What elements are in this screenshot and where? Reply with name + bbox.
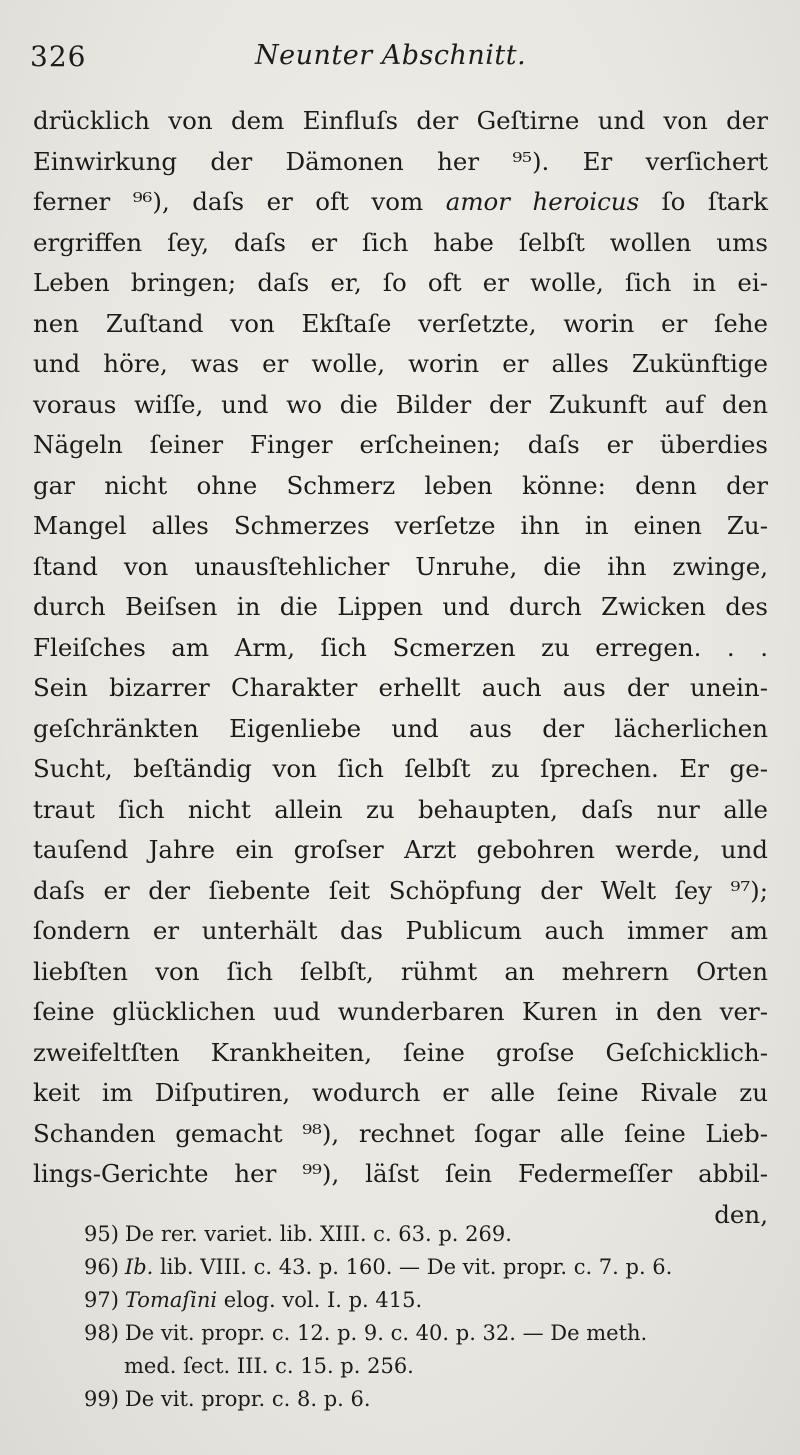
footnote-text: De rer. variet. lib. XIII. c. 63. p. 269. <box>124 1222 512 1246</box>
footnote-number: 99) <box>84 1387 119 1411</box>
text-line: liebſten von ſich ſelbſt, rühmt an mehrern Orten <box>33 956 768 986</box>
text-line: ferner ⁹⁶), daſs er oft vom amor heroicus ſo ſtark <box>33 187 768 216</box>
footnote-number: 97) <box>84 1288 119 1312</box>
footnote <box>84 1284 774 1317</box>
text-line: drücklich von dem Einfluſs der Geſtirne und von der <box>33 106 768 135</box>
text-line: lings-Gerichte her ⁹⁹), läſst ſein Federmeſſer abbil- <box>33 1159 768 1188</box>
footnote-text: Ib. lib. VIII. c. 43. p. 160. — De vit. propr. c. 7. p. 6. <box>124 1255 673 1279</box>
text-line: ergriffen ſey, daſs er ſich habe ſelbſt wollen ums <box>33 227 768 257</box>
text-line: Fleiſches am Arm, ſich Scmerzen zu erregen. . . <box>33 632 768 662</box>
text-line: Sein bizarrer Charakter erhellt auch aus der unein- <box>33 673 768 702</box>
body-text <box>33 101 768 1235</box>
footnote-number: 95) <box>84 1222 119 1246</box>
footnote <box>84 1251 774 1284</box>
footnote-text: med. ſect. III. c. 15. p. 256. <box>124 1354 414 1378</box>
text-line: traut ſich nicht allein zu behaupten, daſs nur alle <box>33 794 768 824</box>
footnote-text: De vit. propr. c. 12. p. 9. c. 40. p. 32. — De meth. <box>124 1321 648 1345</box>
text-line: den, <box>714 1199 768 1229</box>
text-line: ſeine glücklichen uud wunderbaren Kuren in den ver- <box>33 997 768 1026</box>
text-line: gar nicht ohne Schmerz leben könne: denn der <box>33 470 768 500</box>
footnote-text: Tomaſini elog. vol. I. p. 415. <box>124 1288 423 1312</box>
footnotes <box>84 1218 774 1416</box>
text-line: Einwirkung der Dämonen her ⁹⁵). Er verſichert <box>33 146 768 176</box>
footnote-number: 98) <box>84 1321 119 1345</box>
text-line: geſchränkten Eigenliebe und aus der lächerlichen <box>33 713 768 743</box>
footnote <box>84 1383 774 1416</box>
text-line: daſs er der ſiebente ſeit Schöpfung der Welt ſey ⁹⁷); <box>33 875 768 905</box>
text-line: Leben bringen; daſs er, ſo oft er wolle, ſich in ei- <box>33 268 768 297</box>
text-line: zweifeltſten Krankheiten, ſeine groſse Geſchicklich- <box>33 1037 768 1067</box>
footnote <box>84 1350 774 1383</box>
text-line: Nägeln ſeiner Finger erſcheinen; daſs er überdies <box>33 430 768 459</box>
text-line: Sucht, beſtändig von ſich ſelbſt zu ſprechen. Er ge- <box>33 754 768 783</box>
page-number: 326 <box>30 40 87 73</box>
page-header <box>30 40 770 84</box>
text-line: Schanden gemacht ⁹⁸), rechnet ſogar alle ſeine Lieb- <box>33 1118 768 1148</box>
text-line: ſtand von unausſtehlicher Unruhe, die ihn zwinge, <box>33 551 768 581</box>
text-line: voraus wiſſe, und wo die Bilder der Zukunft auf den <box>33 389 768 419</box>
footnote <box>84 1317 774 1350</box>
text-line: Mangel alles Schmerzes verſetze ihn in einen Zu- <box>33 511 768 540</box>
footnote <box>84 1218 774 1251</box>
text-line: keit im Diſputiren, wodurch er alle ſeine Rivale zu <box>33 1078 768 1107</box>
footnote-number: 96) <box>84 1255 119 1279</box>
footnote-text: De vit. propr. c. 8. p. 6. <box>124 1387 371 1411</box>
running-head: Neunter Abschnitt. <box>255 40 527 71</box>
text-line: und höre, was er wolle, worin er alles Zukünftige <box>33 349 768 378</box>
text-line: tauſend Jahre ein groſser Arzt gebohren werde, und <box>33 835 768 864</box>
text-line: ſondern er unterhält das Publicum auch immer am <box>33 916 768 945</box>
text-line: durch Beiſsen in die Lippen und durch Zwicken des <box>33 592 768 621</box>
text-line: nen Zuſtand von Ekſtaſe verſetzte, worin er ſehe <box>33 308 768 338</box>
